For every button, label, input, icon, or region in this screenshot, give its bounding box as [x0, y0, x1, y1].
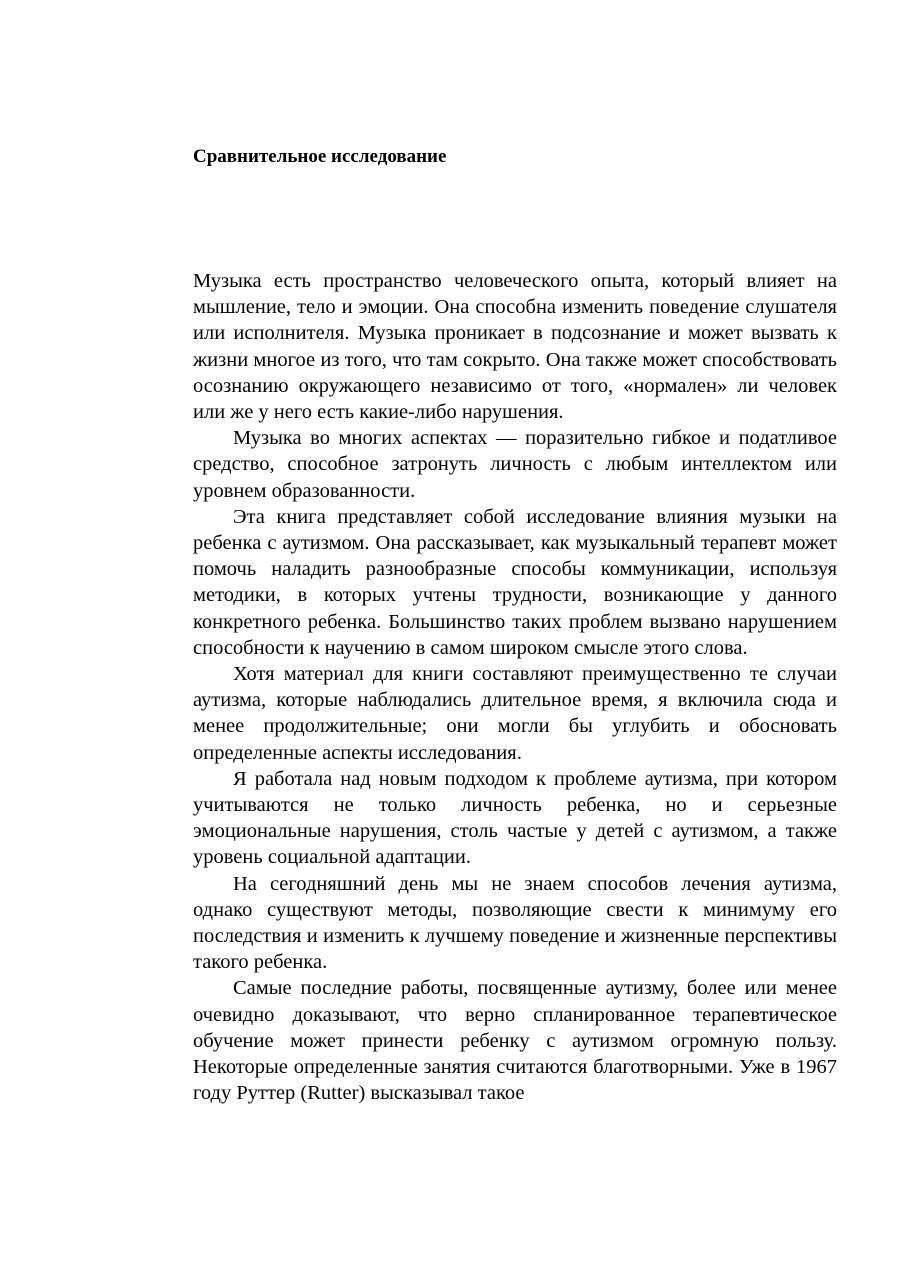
paragraph-3: Эта книга представляет собой исследование влияния музыки на ребенка с аутизмом. Она рассказывает, как музыкальный терапевт может помочь наладить разнообразные способы коммуникации, используя методики, в которых учтены трудности, возникающие у данного конкретного ребенка. Большинство таких проблем вызвано нарушением способности к научению в самом широком смысле этого слова.	[193, 505, 837, 659]
section-heading: Сравнительное исследование	[193, 146, 447, 167]
paragraph-2: Музыка во многих аспектах — поразительно гибкое и податливое средство, способное затронуть личность с любым интеллектом или уровнем образованности.	[193, 427, 837, 502]
paragraph-1: Музыка есть пространство человеческого опыта, который влияет на мышление, тело и эмоции. Она способна изменить поведение слушателя или исполнителя. Музыка проникает в подсознание и может вызвать к жизни многое из того, что там сокрыто. Она также может способствовать осознанию окружающего независимо от того, «нормален» ли человек или же у него есть какие-либо нарушения.	[193, 270, 837, 424]
paragraph-5: Я работала над новым подходом к проблеме аутизма, при котором учитываются не только личность ребенка, но и серьезные эмоциональные нарушения, столь частые у детей с аутизмом, а также уровень социальной адаптации.	[193, 767, 837, 869]
paragraph-4: Хотя материал для книги составляют преимущественно те случаи аутизма, которые наблюдались длительное время, я включила сюда и менее продолжительные; они могли бы углубить и обосновать определенные аспекты исследования.	[193, 663, 837, 764]
paragraph-7: Самые последние работы, посвященные аутизму, более или менее очевидно доказывают, что верно спланированное терапевтическое обучение может принести ребенку с аутизмом огромную пользу. Некоторые определенные занятия считаются благотворными. Уже в 1967 году Руттер (Rutter) высказывал такое	[193, 977, 837, 1105]
paragraph-6: На сегодняшний день мы не знаем способов лечения аутизма, однако существуют методы, позволяющие свести к минимуму его последствия и изменить к лучшему поведение и жизненные перспективы такого ребенка.	[193, 872, 837, 974]
body-text	[193, 268, 837, 1107]
